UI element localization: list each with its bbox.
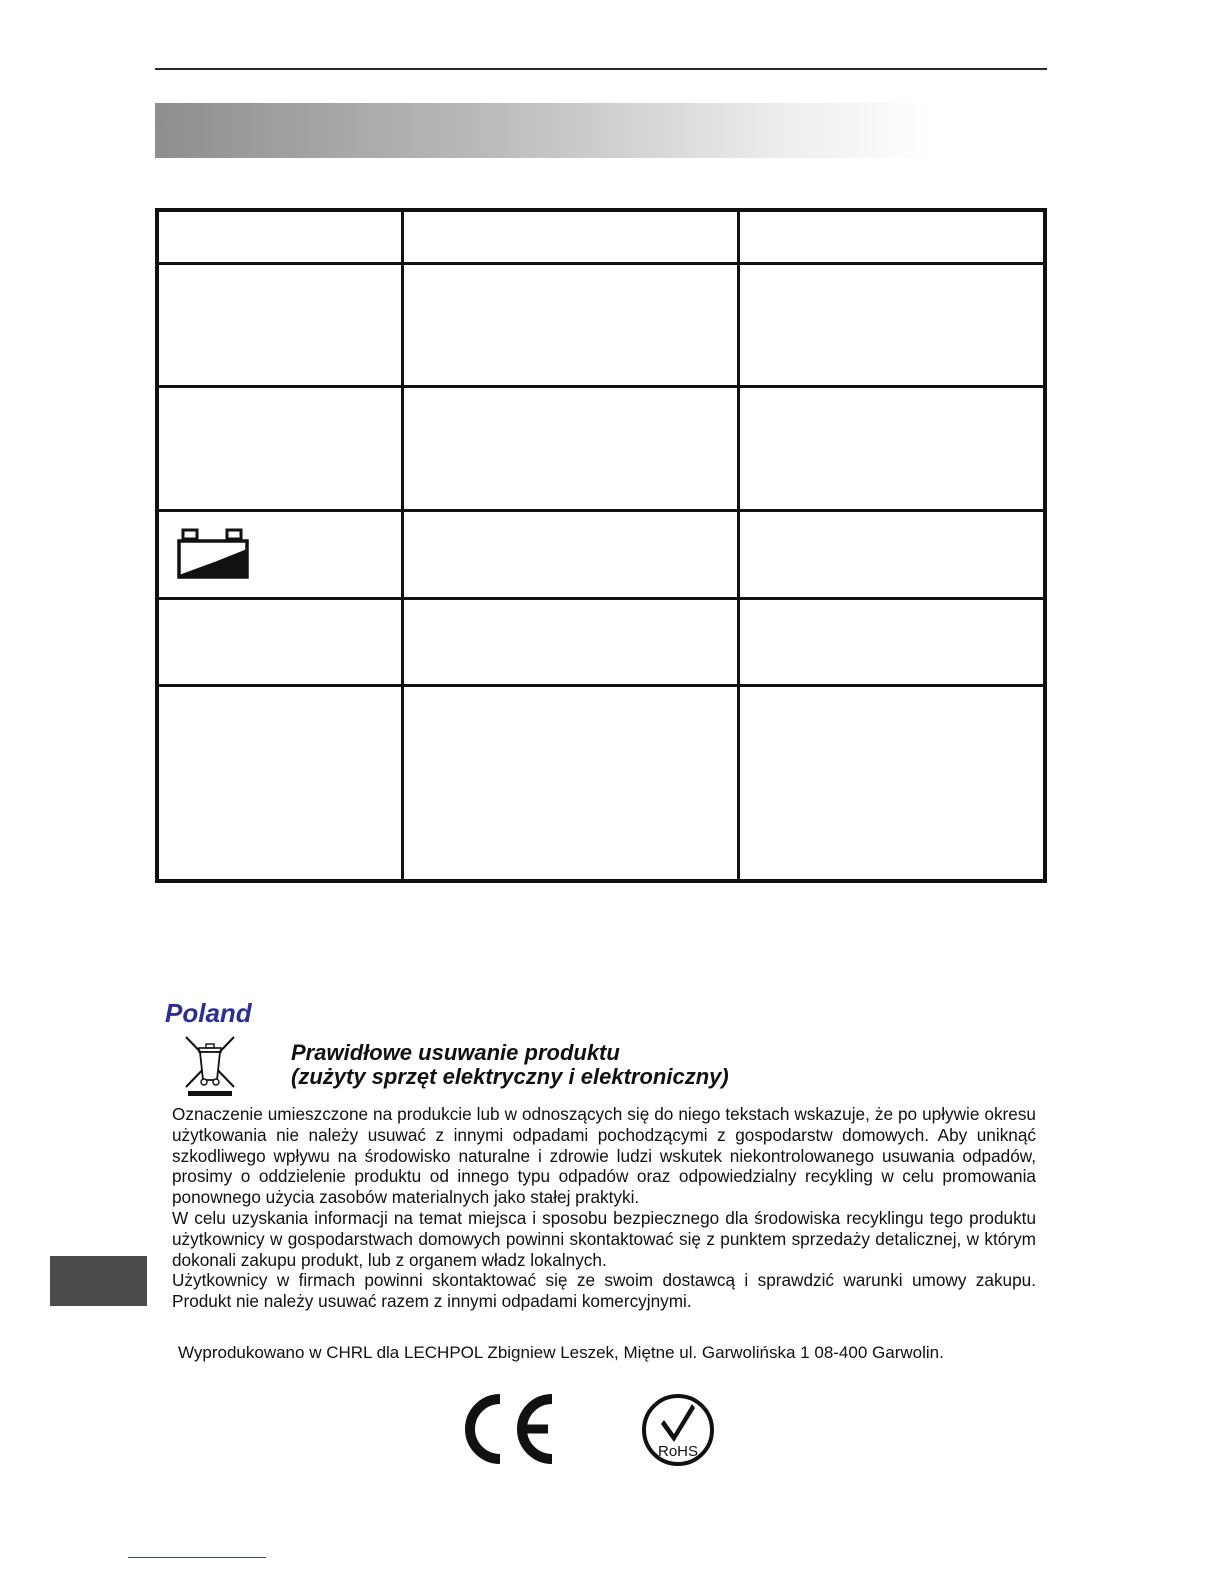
heading-line-2: (zużyty sprzęt elektryczny i elektroniczny) (291, 1064, 729, 1089)
bottom-underline (128, 1557, 266, 1558)
rohs-label: RoHS (657, 1443, 699, 1460)
ce-mark-icon (460, 1393, 558, 1465)
table-row-divider (159, 509, 1043, 512)
disposal-text (172, 1104, 1036, 1312)
section-heading (291, 1041, 729, 1089)
crossed-bin-icon (182, 1035, 238, 1097)
country-title: Poland (165, 998, 252, 1028)
battery-icon (177, 527, 249, 579)
header-rule (155, 68, 1047, 70)
manufacturer-line: Wyprodukowano w CHRL dla LECHPOL Zbigniew Leszek, Miętne ul. Garwolińska 1 08-400 Garwolin. (178, 1343, 944, 1362)
section-header-bar (155, 103, 930, 158)
language-side-tab (50, 1256, 147, 1306)
paragraph: Użytkownicy w firmach powinni skontaktować się ze swoim dostawcą i sprawdzić warunki umowy zakupu. Produkt nie należy usuwać razem z innymi odpadami komercyjnymi. (172, 1270, 1036, 1312)
paragraph: W celu uzyskania informacji na temat miejsca i sposobu bezpiecznego dla środowiska recyklingu tego produktu użytkownicy w gospodarstwach domowych powinni skontaktować się z punktem sprzedaży detalicznej, w którym dokonali zakupu produkt, lub z organem władz lokalnych. (172, 1207, 1036, 1270)
paragraph: Oznaczenie umieszczone na produkcie lub w odnoszących się do niego tekstach wskazuje, że po upływie okresu użytkowania nie należy usuwać z innymi odpadami pochodzącymi z gospodarstw domowych. Aby uniknąć szkodliwego wpływu na środowisko naturalne i zdrowie ludzi wskutek niekontrolowanego usuwania odpadów, prosimy o oddzielenie produktu od innego typu odpadów oraz odpowiedzialny recykling w celu promowania ponownego użycia zasobów materialnych jako stałej praktyki. (172, 1104, 1036, 1208)
table-row-divider (159, 262, 1043, 265)
heading-line-1: Prawidłowe usuwanie produktu (291, 1040, 620, 1065)
rohs-check-icon (640, 1392, 716, 1468)
table-column-divider (737, 212, 740, 879)
table-row-divider (159, 385, 1043, 388)
table-column-divider (401, 212, 404, 879)
table-row-divider (159, 684, 1043, 687)
table-row-divider (159, 597, 1043, 600)
spec-table (155, 208, 1047, 883)
